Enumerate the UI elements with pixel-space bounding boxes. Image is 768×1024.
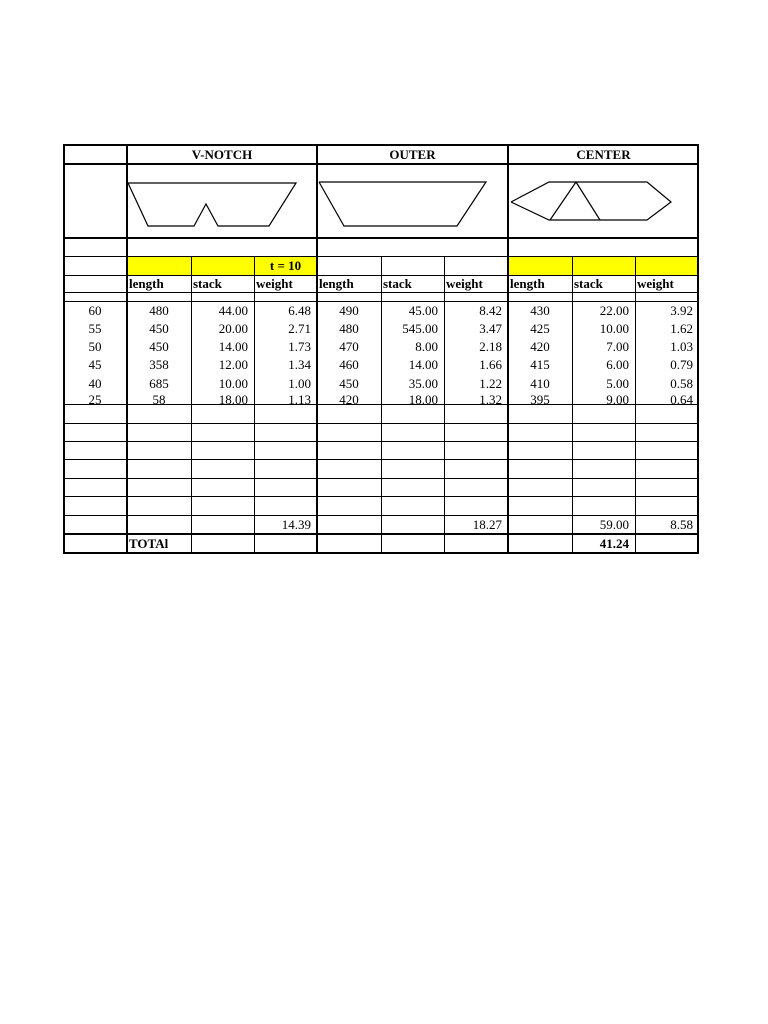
data-cell: 10.00 (599, 321, 629, 336)
data-cell: 8.42 (479, 303, 502, 318)
data-cell: 0.79 (670, 357, 693, 372)
table-borders (63, 144, 699, 554)
column-header-stack: stack (574, 276, 603, 291)
data-cell: 10.00 (218, 376, 248, 391)
data-cell: 3.92 (670, 303, 693, 318)
outer-weight-subtotal: 18.27 (472, 517, 502, 532)
data-cell: 35.00 (408, 376, 438, 391)
data-cell: 395 (530, 392, 550, 404)
size-label: 25 (88, 392, 102, 404)
section-title: OUTER (389, 147, 436, 162)
data-cell: 480 (149, 303, 169, 318)
data-cell: 0.58 (670, 376, 693, 391)
data-cell: 450 (149, 321, 169, 336)
data-cell: 420 (530, 339, 550, 354)
column-header-stack: stack (193, 276, 222, 291)
data-cell: 1.62 (670, 321, 693, 336)
data-cell: 2.71 (288, 321, 311, 336)
total-value: 41.24 (599, 536, 629, 551)
data-cell: 1.22 (479, 376, 502, 391)
data-cell: 22.00 (599, 303, 629, 318)
data-cell: 3.47 (479, 321, 502, 336)
section-title: V-NOTCH (191, 147, 253, 162)
data-cell: 6.48 (288, 303, 311, 318)
data-cell: 685 (149, 376, 169, 391)
column-header-stack: stack (383, 276, 412, 291)
data-cell: 9.00 (606, 392, 629, 404)
data-cell: 450 (149, 339, 169, 354)
data-cell: 425 (530, 321, 550, 336)
column-header-length: length (129, 276, 164, 291)
size-label: 60 (88, 303, 102, 318)
thickness-label: t = 10 (269, 258, 302, 273)
data-cell: 45.00 (408, 303, 438, 318)
size-label: 45 (88, 357, 102, 372)
data-cell: 420 (339, 392, 359, 404)
data-cell: 460 (339, 357, 359, 372)
spreadsheet-table (63, 144, 699, 554)
data-cell: 1.34 (288, 357, 311, 372)
data-cell: 14.00 (218, 339, 248, 354)
data-cell: 12.00 (218, 357, 248, 372)
column-header-weight: weight (446, 276, 483, 291)
data-cell: 545.00 (402, 321, 438, 336)
data-cell: 430 (530, 303, 550, 318)
center-weight-subtotal: 8.58 (670, 517, 693, 532)
data-cell: 480 (339, 321, 359, 336)
size-label: 50 (88, 339, 102, 354)
data-cell: 44.00 (218, 303, 248, 318)
column-header-length: length (319, 276, 354, 291)
data-cell: 1.32 (479, 392, 502, 404)
total-label: TOTAl (129, 536, 169, 551)
data-cell: 1.73 (288, 339, 311, 354)
data-cell: 415 (530, 357, 550, 372)
column-header-weight: weight (637, 276, 674, 291)
data-cell: 1.03 (670, 339, 693, 354)
data-cell: 1.66 (479, 357, 502, 372)
outer-border (64, 145, 698, 553)
column-header-weight: weight (256, 276, 293, 291)
size-label: 55 (88, 321, 102, 336)
vnotch-weight-subtotal: 14.39 (281, 517, 311, 532)
data-cell: 1.00 (288, 376, 311, 391)
data-cell: 18.00 (408, 392, 438, 404)
data-cell: 20.00 (218, 321, 248, 336)
data-cell: 18.00 (218, 392, 248, 404)
data-cell: 8.00 (415, 339, 438, 354)
size-label: 40 (88, 376, 102, 391)
data-cell: 2.18 (479, 339, 502, 354)
data-cell: 450 (339, 376, 359, 391)
data-cell: 358 (149, 357, 169, 372)
center-stack-subtotal: 59.00 (599, 517, 629, 532)
data-cell: 410 (530, 376, 550, 391)
data-cell: 7.00 (606, 339, 629, 354)
data-cell: 14.00 (408, 357, 438, 372)
data-cell: 0.64 (670, 392, 693, 404)
data-cell: 1.13 (288, 392, 311, 404)
data-cell: 490 (339, 303, 359, 318)
section-title: CENTER (576, 147, 631, 162)
data-cell: 6.00 (606, 357, 629, 372)
column-header-length: length (510, 276, 545, 291)
data-cell: 58 (152, 392, 166, 404)
data-cell: 5.00 (606, 376, 629, 391)
data-cell: 470 (339, 339, 359, 354)
